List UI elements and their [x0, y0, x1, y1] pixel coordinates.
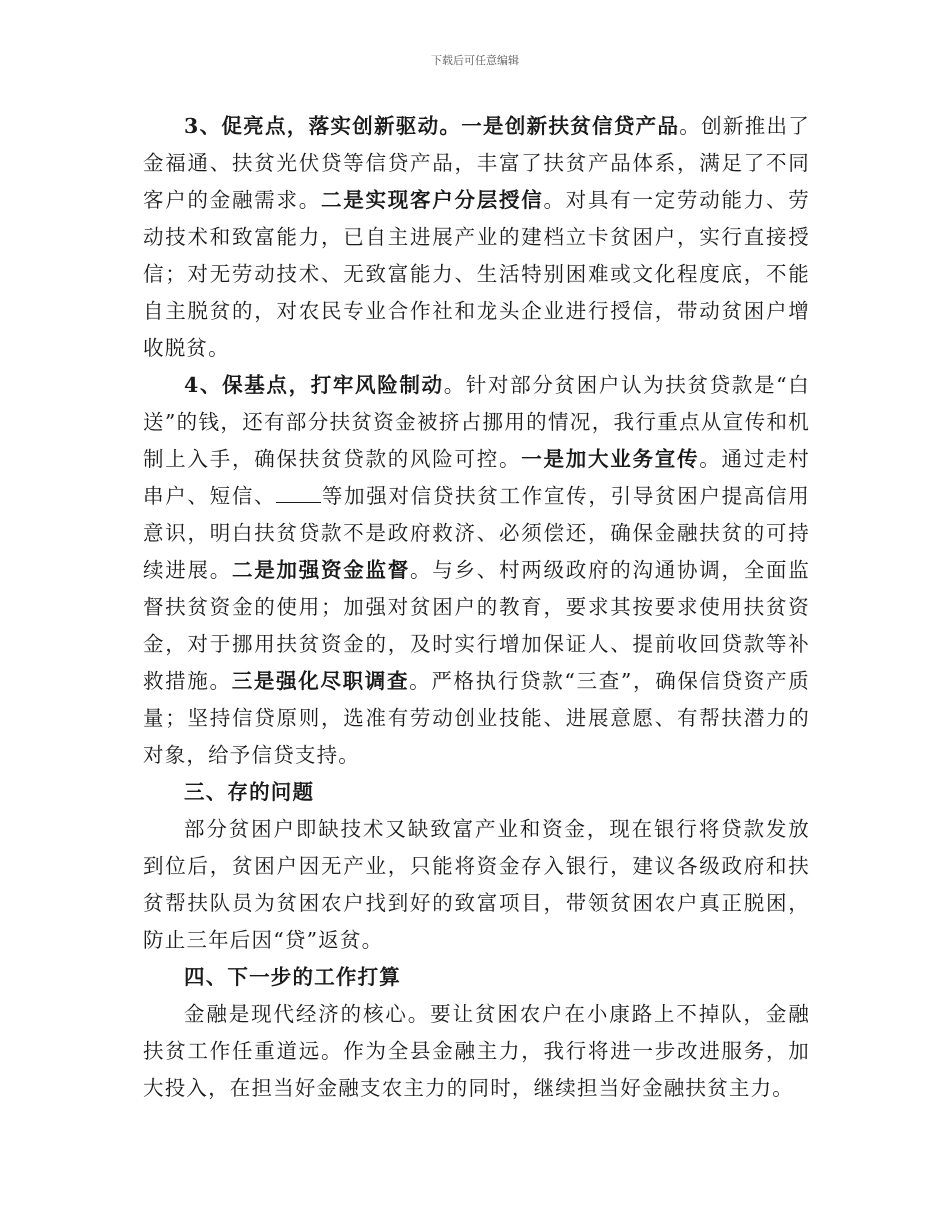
paragraph-risk-control: [143, 367, 810, 774]
text-risk-intro: 。针对部分贫困户认为扶贫贷款是“白送”的钱，还有部分扶贫资金被挤占挪用的情况，我行重点从宣传和机制上入手，确保扶贫贷款的风险可控。: [143, 373, 810, 471]
paragraph-innovation: [143, 108, 810, 367]
page-header: 下载后可任意编辑: [431, 54, 519, 67]
section-title-innovation: 3、促亮点，落实创新驱动。: [184, 114, 462, 138]
blank-underline: [276, 484, 321, 503]
paragraph-next-steps: 金融是现代经济的核心。要让贫困农户在小康路上不掉队，金融扶贫工作任重道远。作为全县金融主力，我行将进一步改进服务，加大投入，在担当好金融支农主力的同时，继续担当好金融扶贫主力。: [143, 1002, 810, 1100]
point-supervision: 二是加强资金监督: [232, 558, 411, 582]
heading-problems: 三、存的问题: [184, 780, 315, 804]
document-body: [143, 108, 810, 1107]
text-tiered-credit: 。对具有一定劳动能力、劳动技术和致富能力，已自主进展产业的建档立卡贫困户，实行直接授信；对无劳动技术、无致富能力、生活特别困难或文化程度底，不能自主脱贫的，对农民专业合作社和龙头企业进行授信，带动贫困户增收脱贫。: [143, 188, 810, 360]
heading-next-steps: 四、下一步的工作打算: [184, 965, 401, 989]
text-publicity-a: 。通过走村串户、短信、: [143, 447, 811, 508]
text-supervision: 。与乡、村两级政府的沟通协调，全面监督扶贫资金的使用；加强对贫困户的教育，要求其按要求使用扶贫资金，对于挪用扶贫资金的，及时实行增加保证人、提前收回贷款等补救措施。: [143, 558, 810, 693]
point-publicity: 一是加大业务宣传: [521, 447, 700, 471]
point-credit-products: 一是创新扶贫信贷产品: [461, 114, 680, 138]
text-credit-products: 。创新推出了金福通、扶贫光伏贷等信贷产品，丰富了扶贫产品体系，满足了不同客户的金融需求。: [143, 114, 811, 212]
text-publicity-b: 等加强对信贷扶贫工作宣传，引导贫困户提高信用意识，明白扶贫贷款不是政府救济、必须偿还，确保金融扶贫的可持续进展。: [143, 484, 810, 582]
text-due-diligence: 。严格执行贷款“三查”，确保信贷资产质量；坚持信贷原则，选准有劳动创业技能、进展意愿、有帮扶潜力的对象，给予信贷支持。: [143, 669, 810, 767]
point-tiered-credit: 二是实现客户分层授信: [321, 188, 544, 212]
point-due-diligence: 三是强化尽职调查: [231, 669, 410, 693]
section-title-risk: 4、保基点，打牢风险制动: [184, 373, 444, 397]
paragraph-problems: 部分贫困户即缺技术又缺致富产业和资金，现在银行将贷款发放到位后，贫困户因无产业，只能将资金存入银行，建议各级政府和扶贫帮扶队员为贫困农户找到好的致富项目，带领贫困农户真正脱困，防止三年后因“贷”返贫。: [143, 817, 810, 952]
